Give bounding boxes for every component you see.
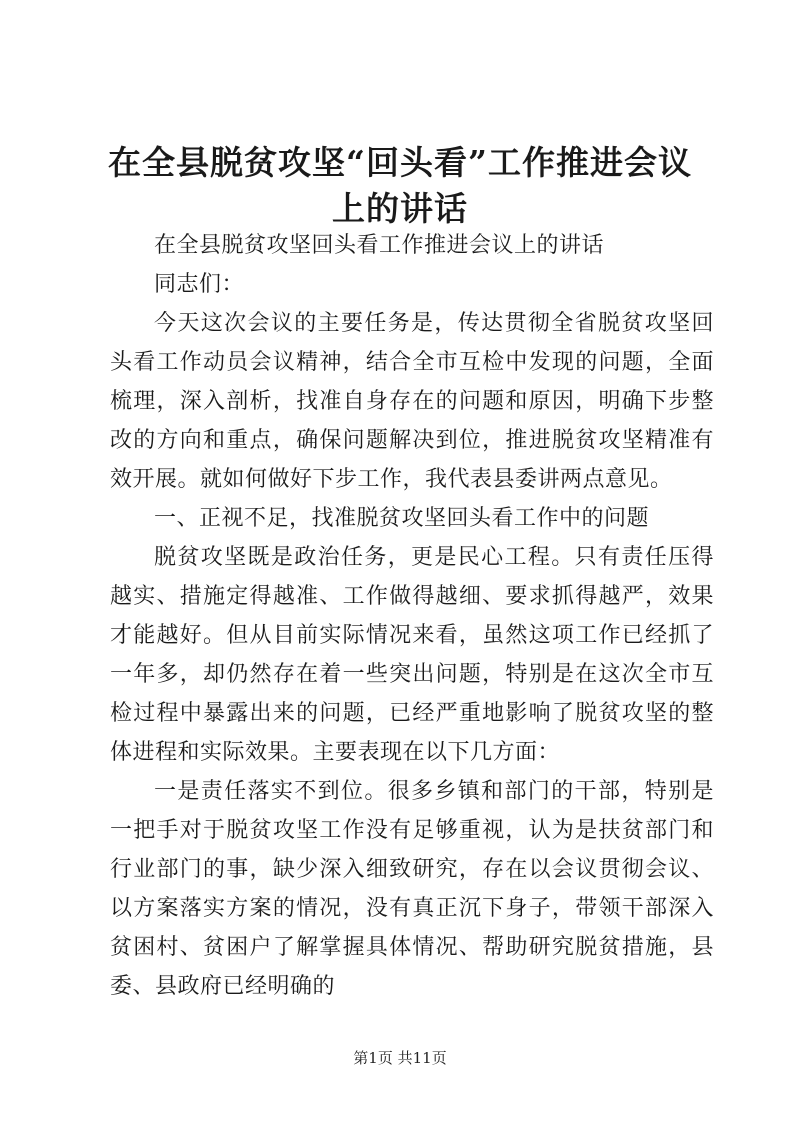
salutation-paragraph: 同志们： [154, 272, 245, 297]
body-paragraph: 一是责任落实不到位。很多乡镇和部门的干部，特别是一把手对于脱贫攻坚工作没有足够重视，认为是扶贫部门和行业部门的事，缺少深入细致研究，存在以会议贯彻会议、以方案落实方案的情况，没有真正沉下身子，带领干部深入贫困村、贫困户了解掌握具体情况、帮助研究脱贫措施，县委、县政府已经明确的 [110, 779, 714, 999]
body-paragraph: 今天这次会议的主要任务是，传达贯彻全省脱贫攻坚回头看工作动员会议精神，结合全市互检中发现的问题，全面梳理，深入剖析，找准自身存在的问题和原因，明确下步整改的方向和重点，确保问题解决到位，推进脱贫攻坚精准有效开展。就如何做好下步工作，我代表县委讲两点意见。 [110, 311, 714, 492]
section-heading: 一、正视不足，找准脱贫攻坚回头看工作中的问题 [154, 506, 650, 531]
document-title: 在全县脱贫攻坚“回头看”工作推进会议上的讲话 [108, 143, 692, 228]
subtitle-paragraph: 在全县脱贫攻坚回头看工作推进会议上的讲话 [154, 233, 605, 258]
page-footer: 第1页 共11页 [353, 1049, 447, 1067]
document-body [110, 226, 714, 1006]
body-paragraph: 脱贫攻坚既是政治任务，更是民心工程。只有责任压得越实、措施定得越准、工作做得越细、要求抓得越严，效果才能越好。但从目前实际情况来看，虽然这项工作已经抓了一年多，却仍然存在着一些突出问题，特别是在这次全市互检过程中暴露出来的问题，已经严重地影响了脱贫攻坚的整体进程和实际效果。主要表现在以下几方面： [110, 545, 714, 765]
